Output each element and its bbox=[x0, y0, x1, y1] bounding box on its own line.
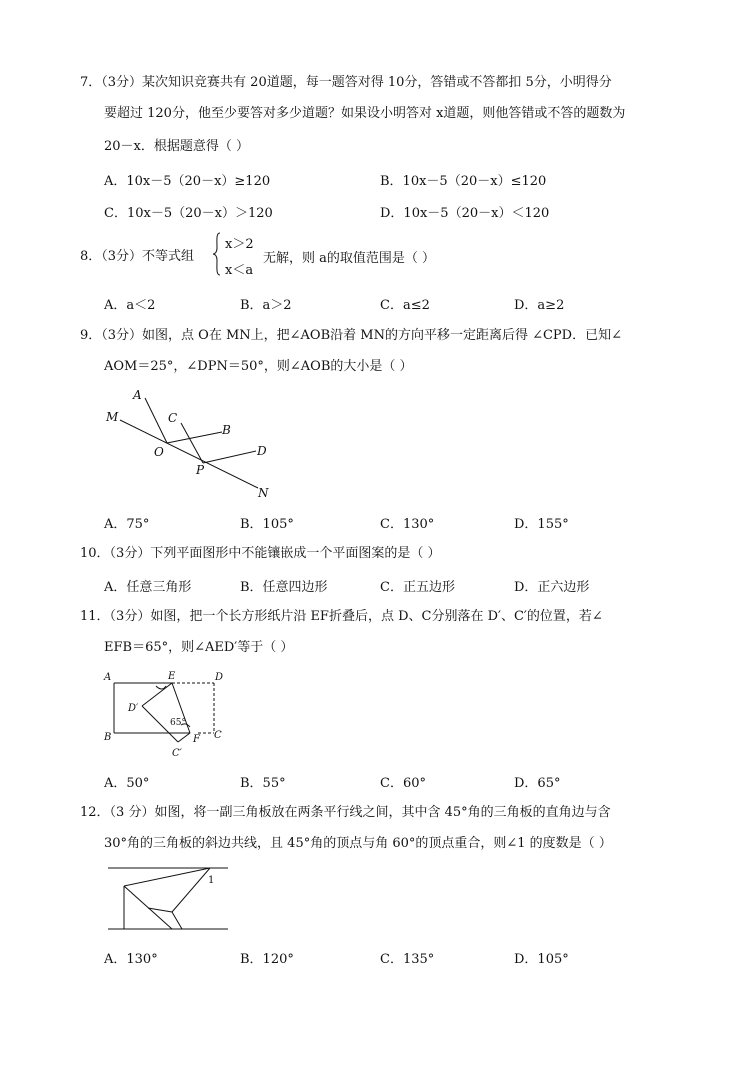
q10-option-d: D．正六边形 bbox=[514, 580, 590, 595]
q9-option-c: C．130° bbox=[380, 517, 435, 532]
q10-option-c: C．正五边形 bbox=[380, 580, 455, 595]
q8-suffix: 无解，则 a的取值范围是（ ） bbox=[263, 251, 436, 266]
q8-inequality-1: x＞2 bbox=[225, 237, 254, 252]
q12-option-d: D．105° bbox=[514, 952, 569, 967]
q8-inequality-2: x＜a bbox=[225, 263, 254, 278]
q11-label-a: A bbox=[104, 672, 112, 683]
q9-label-m: M bbox=[106, 410, 119, 424]
q11-option-c: C．60° bbox=[380, 776, 426, 791]
q12-option-b: B．120° bbox=[240, 952, 294, 967]
q9-label-a: A bbox=[133, 388, 142, 402]
q11-line2: EFB＝65°，则∠AED′等于（ ） bbox=[104, 640, 294, 655]
q9-label-n: N bbox=[258, 486, 269, 500]
q8-option-c: C．a≤2 bbox=[380, 298, 430, 313]
q10-line1: 10．（3分）下列平面图形中不能镶嵌成一个平面图案的是（ ） bbox=[80, 546, 441, 561]
q11-label-c: C bbox=[214, 730, 222, 741]
q10-option-a: A．任意三角形 bbox=[104, 580, 192, 595]
q9-label-b: B bbox=[222, 423, 231, 437]
q7-line3: 20－x．根据题意得（ ） bbox=[104, 139, 250, 154]
q9-option-b: B．105° bbox=[240, 517, 294, 532]
q7-option-d: D．10x－5（20－x）＜120 bbox=[380, 206, 550, 221]
q9-line1: 9．（3分）如图，点 O在 MN上，把∠AOB沿着 MN的方向平移一定距离后得 ∠CPD．已知∠ bbox=[80, 328, 622, 343]
q8-option-a: A．a＜2 bbox=[104, 298, 156, 313]
q11-line1: 11．（3分）如图，把一个长方形纸片沿 EF折叠后，点 D、C分别落在 D′、C′的位置，若∠ bbox=[80, 609, 603, 624]
q11-label-e: E bbox=[168, 671, 176, 682]
q9-option-a: A．75° bbox=[104, 517, 150, 532]
q7-option-c: C．10x－5（20－x）＞120 bbox=[104, 206, 273, 221]
q7-line2: 要超过 120分，他至少要答对多少道题？如果设小明答对 x道题，则他答错或不答的题数为 bbox=[104, 106, 626, 121]
q12-line1: 12．（3 分）如图，将一副三角板放在两条平行线之间，其中含 45°角的三角板的直角边与含 bbox=[80, 805, 611, 820]
q11-label-d-prime: D′ bbox=[128, 703, 139, 714]
q9-label-c: C bbox=[168, 411, 178, 425]
q9-label-p: P bbox=[196, 463, 205, 477]
q12-option-a: A．130° bbox=[104, 952, 158, 967]
q9-line2: AOM＝25°，∠DPN＝50°，则∠AOB的大小是（ ） bbox=[104, 359, 413, 374]
q7-option-a: A．10x－5（20－x）≥120 bbox=[104, 174, 271, 189]
q8-prefix: 8．（3分）不等式组 bbox=[80, 249, 195, 264]
q12-option-c: C．135° bbox=[380, 952, 435, 967]
q9-option-d: D．155° bbox=[514, 517, 569, 532]
q12-angle-1-label: 1 bbox=[208, 875, 215, 886]
q7-line1: 7．（3分）某次知识竞赛共有 20道题，每一题答对得 10分，答错或不答都扣 5分，小明得分 bbox=[80, 75, 612, 90]
q11-option-d: D．65° bbox=[514, 776, 561, 791]
q12-line2: 30°角的三角板的斜边共线，且 45°角的顶点与角 60°的顶点重合，则∠1 的度数是（ ） bbox=[104, 836, 612, 851]
q11-label-d: D bbox=[215, 672, 224, 683]
q8-option-d: D．a≥2 bbox=[514, 298, 565, 313]
q10-option-b: B．任意四边形 bbox=[240, 580, 328, 595]
q11-option-a: A．50° bbox=[104, 776, 150, 791]
q8-option-b: B．a＞2 bbox=[240, 298, 292, 313]
q11-label-c-prime: C′ bbox=[172, 748, 182, 759]
q7-option-b: B．10x－5（20－x）≤120 bbox=[380, 174, 547, 189]
q11-angle-65: 65° bbox=[170, 718, 186, 728]
q11-label-b: B bbox=[104, 732, 112, 743]
q9-label-d: D bbox=[257, 444, 267, 458]
q11-label-f: F bbox=[193, 734, 200, 745]
q9-label-o: O bbox=[154, 445, 164, 459]
q11-option-b: B．55° bbox=[240, 776, 286, 791]
